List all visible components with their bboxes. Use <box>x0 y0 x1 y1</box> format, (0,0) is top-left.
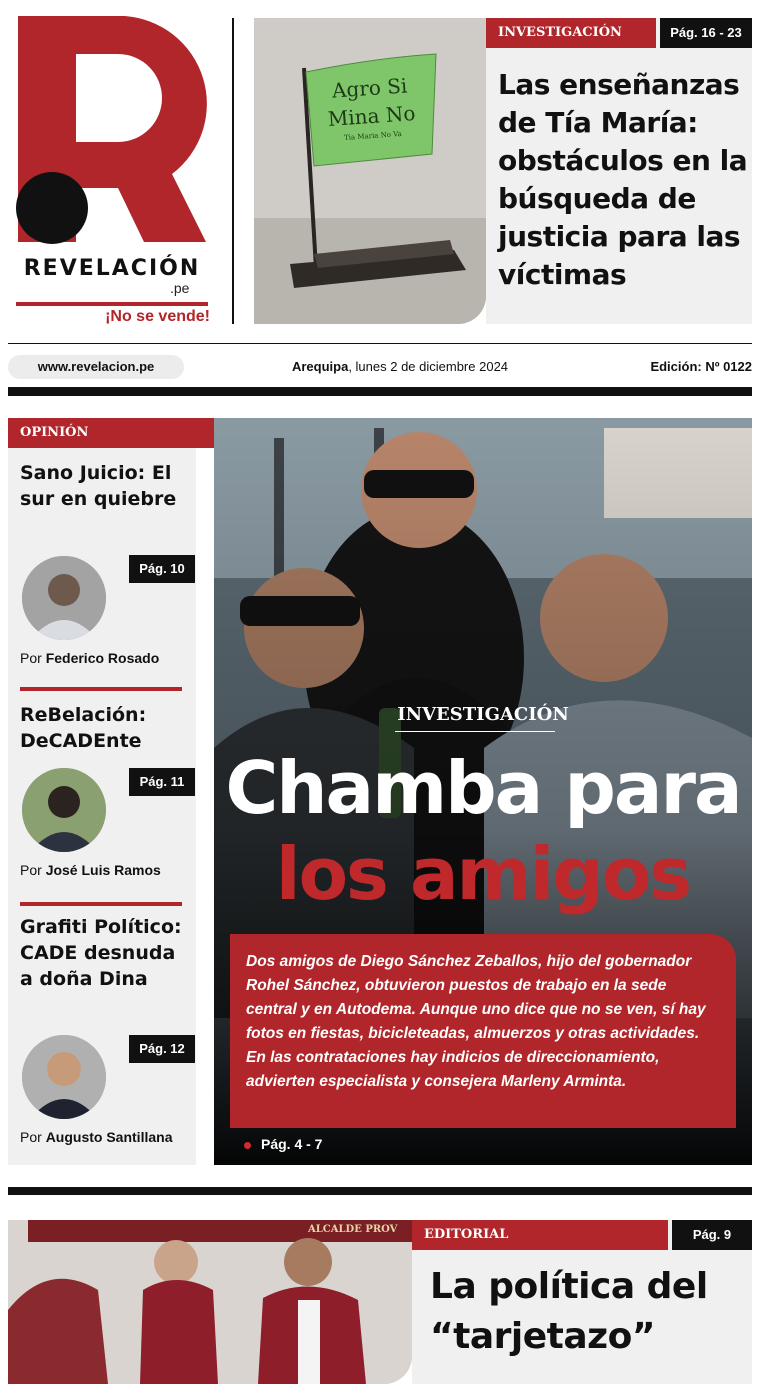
brand-underline <box>16 302 208 306</box>
top-story-section-tag: INVESTIGACIÓN <box>486 18 656 48</box>
section-divider-bottom <box>8 1187 752 1195</box>
flag-text-line-2: Mina No <box>327 100 417 132</box>
opinion-author-3: Augusto Santillana <box>45 1129 173 1145</box>
columnist-portrait-icon <box>22 556 106 640</box>
opinion-byline-3: Por Augusto Santillana <box>20 1129 173 1145</box>
site-url-link[interactable]: www.revelacion.pe <box>8 355 184 379</box>
flag-text-line-1: Agro Si <box>331 73 409 103</box>
opinion-divider-1 <box>20 687 182 691</box>
columnist-portrait-icon <box>22 768 106 852</box>
editorial-page-tag[interactable]: Pág. 9 <box>672 1220 752 1250</box>
section-divider-top <box>8 387 752 396</box>
brand-slogan: ¡No se vende! <box>105 308 210 325</box>
opinion-author-1: Federico Rosado <box>45 650 160 666</box>
lead-story-kicker: INVESTIGACIÓN <box>397 704 569 725</box>
editorial-headline[interactable] <box>430 1262 750 1362</box>
opinion-page-2[interactable]: Pág. 11 <box>129 768 195 796</box>
lead-page-ref[interactable] <box>244 1136 322 1152</box>
lead-headline-line-2[interactable]: los amigos <box>275 832 691 916</box>
dateline-city: Arequipa <box>291 359 349 374</box>
opinion-title-3[interactable]: Grafiti Político: CADE desnuda a doña Dina <box>20 916 182 990</box>
lead-summary-text: Dos amigos de Diego Sánchez Zeballos, hijo del gobernador Rohel Sánchez, obtuvieron puestos de trabajo en la sede central y en Autodema. Aunque uno dice que no se ven, sí hay fotos en fiestas, bicicleteadas, almuerzos y otras actividades. En las contrataciones hay indicios de direccionamiento, advierten especialista y consejera Marleny Arminta. <box>246 953 706 1090</box>
opinion-title-2[interactable]: ReBelación: DeCADEnte <box>20 704 147 752</box>
columnist-portrait-icon <box>22 1035 106 1119</box>
opinion-section-tag: OPINIÓN <box>8 418 220 448</box>
dateline-date: , lunes 2 de diciembre 2024 <box>348 359 509 374</box>
top-story-page-tag[interactable]: Pág. 16 - 23 <box>660 18 752 48</box>
opinion-page-3[interactable]: Pág. 12 <box>129 1035 195 1063</box>
brand-domain-suffix: .pe <box>170 280 190 296</box>
editorial-photo[interactable] <box>8 1220 412 1384</box>
top-story-headline[interactable]: Las enseñanzas de Tía María: obstáculos en la búsqueda de justicia para las víctimas <box>498 68 748 291</box>
edition-number: Edición: Nº 0122 <box>650 359 752 374</box>
brand-name: REVELACIÓN <box>23 256 201 281</box>
masthead-divider <box>232 18 234 324</box>
opinion-title-1[interactable]: Sano Juicio: El sur en quiebre <box>20 462 177 510</box>
lead-page-text: Pág. 4 - 7 <box>261 1136 323 1152</box>
campaign-event-photo <box>8 1220 412 1384</box>
masthead-rule <box>8 343 752 344</box>
brand-r-mark-icon <box>14 16 210 256</box>
opinion-byline-1: Por Federico Rosado <box>20 650 160 666</box>
protest-flag-photo <box>254 18 486 324</box>
editorial-headline-line-2: “tarjetazo” <box>430 1316 656 1357</box>
opinion-divider-2 <box>20 902 182 906</box>
editorial-photo-banner: ALCALDE PROV <box>308 1224 398 1235</box>
editorial-section-tag: EDITORIAL <box>412 1220 668 1250</box>
opinion-author-2: José Luis Ramos <box>45 862 161 878</box>
flag-text-small: Tia Maria No Va <box>343 129 403 142</box>
bullet-icon <box>244 1142 251 1149</box>
lead-summary-box <box>230 934 736 1128</box>
top-story-photo[interactable] <box>254 18 486 324</box>
dateline <box>230 355 570 379</box>
editorial-headline-line-1: La política del <box>430 1266 708 1307</box>
opinion-byline-2: Por José Luis Ramos <box>20 862 161 878</box>
opinion-page-1[interactable]: Pág. 10 <box>129 555 195 583</box>
lead-headline-line-1[interactable]: Chamba para <box>225 746 741 830</box>
lead-kicker-underline <box>395 731 555 732</box>
